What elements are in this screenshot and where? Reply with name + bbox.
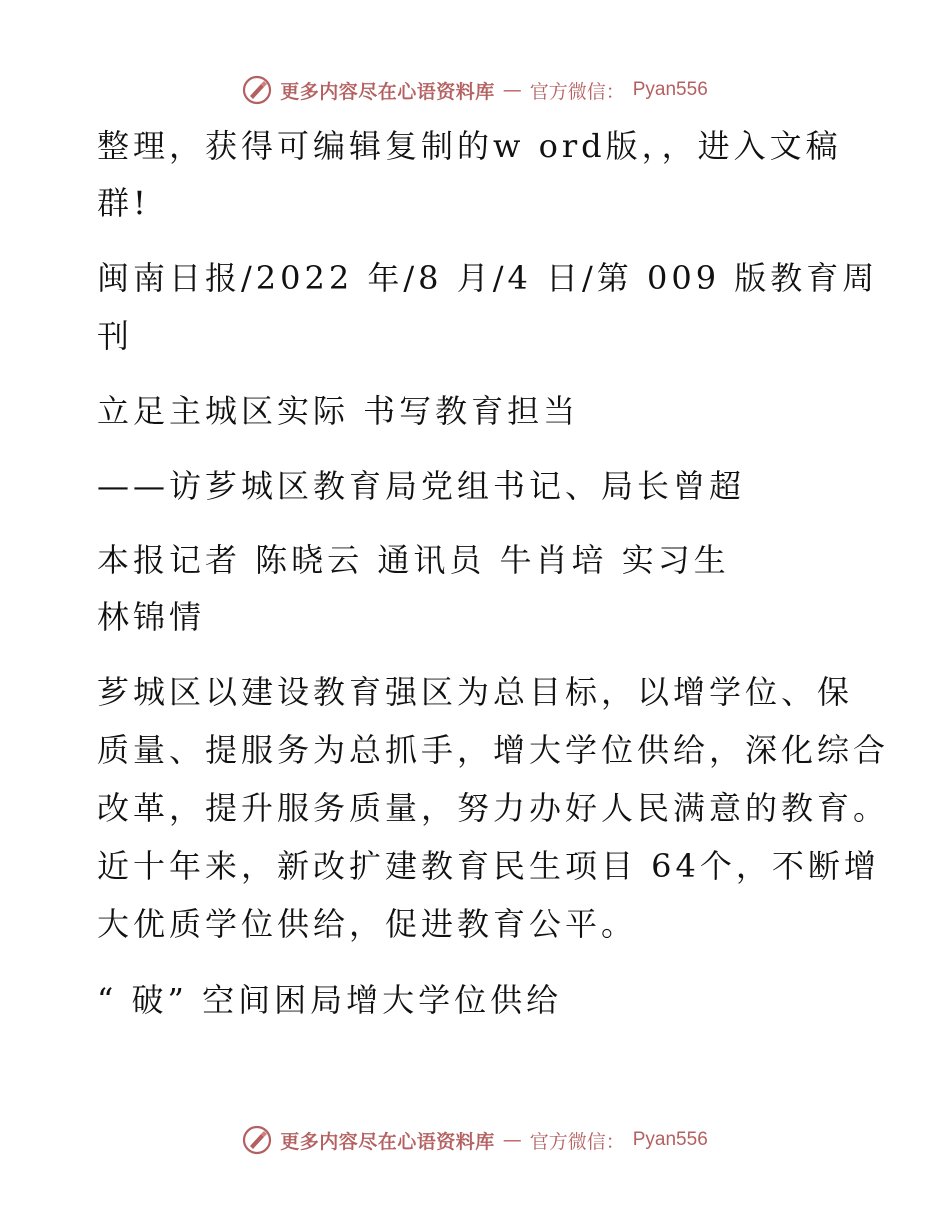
body-line-3: 改革，提升服务质量，努力办好人民满意的教育。 <box>97 789 890 827</box>
body-line-4: 近十年来，新改扩建教育民生项目 64个，不断增 <box>97 847 880 885</box>
watermark-dash: — <box>502 1129 522 1151</box>
byline-line-1: 本报记者 陈晓云 通讯员 牛肖培 实习生 <box>97 541 730 579</box>
source-line-1: 闽南日报/2022 年/8 月/4 日/第 009 版教育周 <box>97 259 879 297</box>
watermark-footer <box>0 1120 950 1160</box>
intro-line-1: 整理，获得可编辑复制的w ord版，，进入文稿 <box>97 127 842 165</box>
body-line-2: 质量、提服务为总抓手，增大学位供给，深化综合 <box>97 731 890 769</box>
body-line-5: 大优质学位供给，促进教育公平。 <box>97 905 638 943</box>
article-subheadline: ——访芗城区教育局党组书记、局长曾超 <box>97 467 746 505</box>
pen-logo-icon <box>242 1125 272 1155</box>
watermark-header <box>0 70 950 110</box>
source-line-2: 刊 <box>97 317 134 355</box>
watermark-label: 官方微信： <box>529 80 625 103</box>
watermark-dash: — <box>502 79 522 101</box>
body-line-1: 芗城区以建设教育强区为总目标，以增学位、保 <box>97 673 854 711</box>
pen-logo-icon <box>242 75 272 105</box>
watermark-main-text: 更多内容尽在心语资料库 <box>280 80 495 103</box>
section-heading: “ 破” 空间困局增大学位供给 <box>97 981 563 1019</box>
watermark-label: 官方微信： <box>529 1130 625 1153</box>
watermark-account: Pyan556 <box>632 79 708 100</box>
watermark-account: Pyan556 <box>632 1129 708 1150</box>
intro-line-2: 群! <box>97 184 150 222</box>
watermark-main-text: 更多内容尽在心语资料库 <box>280 1130 495 1153</box>
article-headline: 立足主城区实际 书写教育担当 <box>97 392 580 430</box>
byline-line-2: 林锦情 <box>97 598 206 636</box>
